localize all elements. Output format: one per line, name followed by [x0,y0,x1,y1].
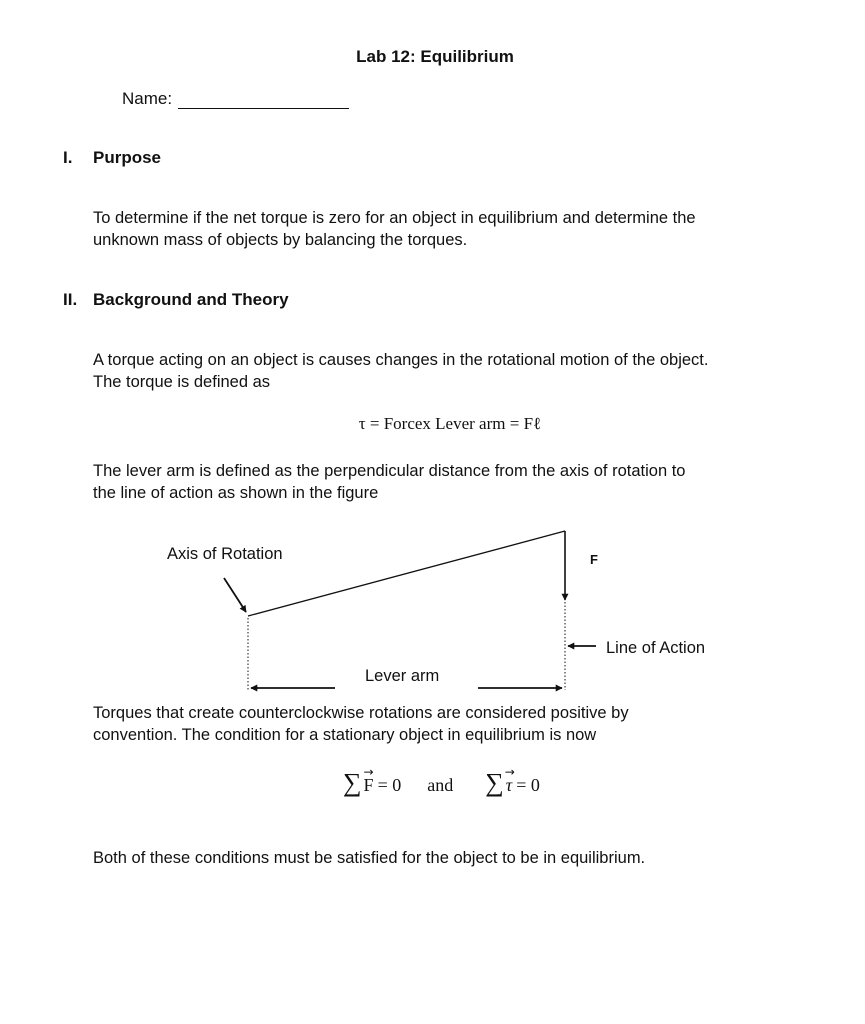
background-p1-line-1: A torque acting on an object is causes changes in the rotational motion of the object. [93,351,709,369]
sum-symbol-torque: ∑ [485,768,504,797]
torque-vector: → τ [504,765,515,795]
equilibrium-equation [343,765,540,797]
page-title: Lab 12: Equilibrium [356,47,514,66]
torque-equation: τ = Forcex Lever arm = Fℓ [358,414,542,433]
background-p2-line-2: the line of action as shown in the figure [93,484,379,502]
force-equation-rhs: = 0 [377,775,402,795]
axis-of-rotation-label: Axis of Rotation [167,545,283,563]
line-of-action-label: Line of Action [606,639,706,657]
sum-symbol-force: ∑ [343,768,362,797]
section-heading-background: Background and Theory [93,290,289,309]
force-vector-symbol: F [363,775,374,795]
background-p3-line-1: Torques that create counterclockwise rotations are considered positive by [93,704,629,722]
equation-connector: and [427,775,454,795]
background-p2-line-1: The lever arm is defined as the perpendicular distance from the axis of rotation to [93,462,686,480]
torque-vector-symbol: τ [505,775,513,795]
section-number-purpose: I. [63,148,73,167]
purpose-line-1: To determine if the net torque is zero for an object in equilibrium and determine the [93,209,696,227]
force-vector: → F [363,765,374,795]
lever-line [248,531,565,616]
background-paragraph-3 [93,702,823,746]
lever-arm-label: Lever arm [365,667,440,685]
background-paragraph-4: Both of these conditions must be satisfied for the object to be in equilibrium. [93,849,646,867]
torque-equation-rhs: = 0 [516,775,540,795]
background-p3-line-2: convention. The condition for a stationary object in equilibrium is now [93,726,597,744]
purpose-line-2: unknown mass of objects by balancing the torques. [93,231,468,249]
section-number-background: II. [63,290,78,309]
background-p1-line-2: The torque is defined as [93,373,271,391]
force-label: F [590,552,598,567]
axis-pointer-arrow [224,578,246,612]
name-label: Name: [122,89,173,108]
section-heading-purpose: Purpose [93,148,162,167]
